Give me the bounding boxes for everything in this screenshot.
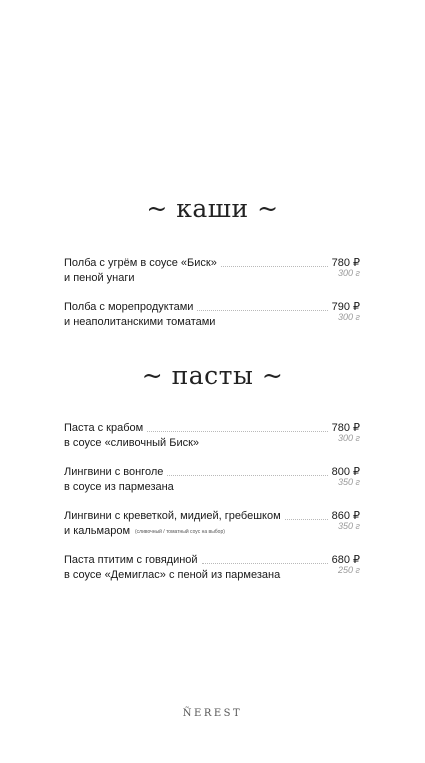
dish-price: 860 ₽ xyxy=(331,510,360,522)
dish-price: 780 ₽ xyxy=(331,422,360,434)
menu-item xyxy=(64,256,360,290)
dish-description: в соусе «Демиглас» с пеной из пармезана xyxy=(64,569,281,581)
dish-price: 790 ₽ xyxy=(331,301,360,313)
leader-dots xyxy=(147,431,327,432)
dish-note: (сливочный / томатный соус на выбор) xyxy=(135,529,225,535)
section-title-pasty: ~ пасты ~ xyxy=(141,361,284,390)
dish-name: Полба с угрём в соусе «Биск» xyxy=(64,257,217,269)
leader-dots xyxy=(197,310,327,311)
dish-price: 800 ₽ xyxy=(331,466,360,478)
brand-logo: ÑEREST xyxy=(182,708,243,719)
dish-price: 680 ₽ xyxy=(331,554,360,566)
menu-item xyxy=(64,300,360,334)
dish-weight: 350 г xyxy=(338,521,360,531)
leader-dots xyxy=(285,519,328,520)
dish-description: в соусе из пармезана xyxy=(64,481,174,493)
dish-name: Полба с морепродуктами xyxy=(64,301,194,313)
dish-weight: 350 г xyxy=(338,477,360,487)
leader-dots xyxy=(202,563,328,564)
leader-dots xyxy=(221,266,328,267)
menu-item xyxy=(64,465,360,499)
dish-price: 780 ₽ xyxy=(331,257,360,269)
dish-name: Паста птитим с говядиной xyxy=(64,554,198,566)
dish-name: Лингвини с вонголе xyxy=(64,466,164,478)
dish-weight: 250 г xyxy=(338,565,360,575)
menu-item xyxy=(64,421,360,455)
dish-description: в соусе «сливочный Биск» xyxy=(64,437,200,449)
dish-description: и кальмаром xyxy=(64,525,130,537)
dish-name: Лингвини с креветкой, мидией, гребешком xyxy=(64,510,281,522)
menu-item xyxy=(64,509,360,543)
dish-weight: 300 г xyxy=(338,433,360,443)
section-title-kashi: ~ каши ~ xyxy=(146,194,279,223)
leader-dots xyxy=(167,475,327,476)
menu-item xyxy=(64,553,360,587)
dish-description: и пеной унаги xyxy=(64,272,135,284)
dish-weight: 300 г xyxy=(338,268,360,278)
dish-description: и неаполитанскими томатами xyxy=(64,316,216,328)
dish-weight: 300 г xyxy=(338,312,360,322)
dish-name: Паста с крабом xyxy=(64,422,144,434)
